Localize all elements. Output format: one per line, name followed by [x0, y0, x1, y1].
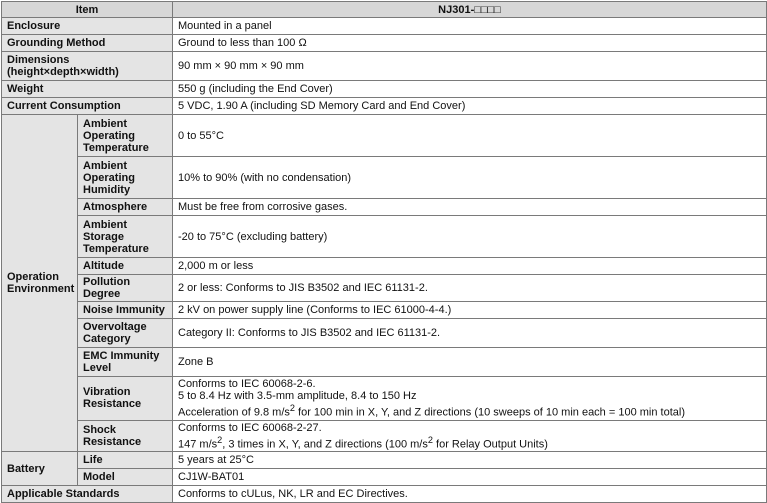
standards-value: Conforms to cULus, NK, LR and EC Directives.	[173, 486, 767, 503]
header-item: Item	[2, 2, 173, 18]
table-row	[2, 348, 767, 377]
battery-label: Battery	[2, 452, 78, 486]
table-row	[2, 420, 767, 452]
altitude-value: 2,000 m or less	[173, 258, 767, 275]
emc-label-line1: EMC Immunity	[83, 350, 160, 362]
vibration-value-line3	[178, 402, 761, 419]
ambient-temp-value: 0 to 55°C	[173, 115, 767, 157]
emc-label-line2: Level	[83, 362, 112, 374]
emc-value: Zone B	[173, 348, 767, 377]
grounding-label: Grounding Method	[2, 35, 173, 52]
shock-superscript-2: 2	[427, 434, 433, 445]
ambient-temp-label-line3: Temperature	[83, 141, 149, 154]
ambient-humidity-label-line2: Operating	[83, 171, 135, 184]
table-row	[2, 115, 767, 157]
shock-value-line2	[178, 434, 761, 451]
overvoltage-label-line1: Overvoltage	[83, 321, 147, 333]
shock-label-line1: Shock	[83, 423, 117, 436]
battery-model-value: CJ1W-BAT01	[173, 469, 767, 486]
table-row	[2, 469, 767, 486]
table-row	[2, 35, 767, 52]
vibration-text-a: Acceleration of 9.8 m/s	[178, 406, 290, 419]
header-model: NJ301-□□□□	[173, 2, 767, 18]
storage-temp-label-line2: Storage	[83, 230, 124, 243]
shock-label	[78, 420, 173, 452]
dimensions-label-line1: Dimensions	[7, 54, 70, 66]
ambient-humidity-label	[78, 157, 173, 199]
table-row	[2, 98, 767, 115]
dimensions-label-line2: (height×depth×width)	[7, 66, 119, 78]
ambient-humidity-value: 10% to 90% (with no condensation)	[173, 157, 767, 199]
vibration-label-line1: Vibration	[83, 386, 131, 399]
table-row	[2, 52, 767, 81]
table-row	[2, 452, 767, 469]
battery-life-value: 5 years at 25°C	[173, 452, 767, 469]
enclosure-value: Mounted in a panel	[173, 18, 767, 35]
header-row	[2, 2, 767, 18]
ambient-temp-label	[78, 115, 173, 157]
shock-label-line2: Resistance	[83, 435, 142, 448]
table-row	[2, 486, 767, 503]
noise-value: 2 kV on power supply line (Conforms to IEC 61000-4-4.)	[173, 302, 767, 319]
dimensions-label	[2, 52, 173, 81]
operation-environment-label	[2, 115, 78, 452]
storage-temp-label-line1: Ambient	[83, 218, 127, 231]
table-row	[2, 319, 767, 348]
weight-label: Weight	[2, 81, 173, 98]
table-row	[2, 18, 767, 35]
noise-label: Noise Immunity	[78, 302, 173, 319]
vibration-superscript: 2	[289, 403, 295, 413]
overvoltage-label-line2: Category	[83, 333, 131, 345]
ambient-temp-label-line2: Operating	[83, 129, 135, 142]
vibration-text-b: for 100 min in X, Y, and Z directions (10 sweeps of 10 min each = 100 min total)	[294, 406, 685, 419]
pollution-label: Pollution Degree	[78, 275, 173, 302]
specifications-table	[1, 1, 767, 503]
shock-superscript-1: 2	[217, 434, 223, 445]
operation-environment-label-line2: Environment	[7, 283, 75, 296]
operation-environment-label-line1: Operation	[7, 271, 59, 284]
table-row	[2, 377, 767, 421]
vibration-value-line1: Conforms to IEC 60068-2-6.	[178, 378, 316, 390]
storage-temp-label	[78, 216, 173, 258]
shock-text-c: for Relay Output Units)	[432, 438, 548, 451]
table-row	[2, 81, 767, 98]
atmosphere-label: Atmosphere	[78, 199, 173, 216]
table-row	[2, 216, 767, 258]
grounding-value: Ground to less than 100 Ω	[173, 35, 767, 52]
table-row	[2, 258, 767, 275]
table-row	[2, 199, 767, 216]
table-row	[2, 275, 767, 302]
ambient-humidity-label-line1: Ambient	[83, 159, 127, 172]
shock-text-b: , 3 times in X, Y, and Z directions (100 m/s	[222, 438, 428, 451]
overvoltage-label	[78, 319, 173, 348]
shock-text-a: 147 m/s	[178, 438, 218, 451]
ambient-temp-label-line1: Ambient	[83, 117, 127, 130]
shock-value	[173, 420, 767, 452]
battery-life-label: Life	[78, 452, 173, 469]
storage-temp-value: -20 to 75°C (excluding battery)	[173, 216, 767, 258]
standards-label: Applicable Standards	[2, 486, 173, 503]
current-value: 5 VDC, 1.90 A (including SD Memory Card and End Cover)	[173, 98, 767, 115]
overvoltage-value: Category II: Conforms to JIS B3502 and IEC 61131-2.	[173, 319, 767, 348]
vibration-value	[173, 377, 767, 421]
altitude-label: Altitude	[78, 258, 173, 275]
table-row	[2, 157, 767, 199]
current-label: Current Consumption	[2, 98, 173, 115]
table-row	[2, 302, 767, 319]
emc-label	[78, 348, 173, 377]
battery-model-label: Model	[78, 469, 173, 486]
vibration-label	[78, 377, 173, 421]
atmosphere-value: Must be free from corrosive gases.	[173, 199, 767, 216]
shock-value-line1: Conforms to IEC 60068-2-27.	[178, 421, 322, 434]
enclosure-label: Enclosure	[2, 18, 173, 35]
pollution-value: 2 or less: Conforms to JIS B3502 and IEC 61131-2.	[173, 275, 767, 302]
storage-temp-label-line3: Temperature	[83, 242, 149, 255]
dimensions-value: 90 mm × 90 mm × 90 mm	[173, 52, 767, 81]
weight-value: 550 g (including the End Cover)	[173, 81, 767, 98]
vibration-label-line2: Resistance	[83, 398, 142, 411]
vibration-value-line2: 5 to 8.4 Hz with 3.5-mm amplitude, 8.4 to 150 Hz	[178, 390, 417, 402]
ambient-humidity-label-line3: Humidity	[83, 183, 131, 196]
